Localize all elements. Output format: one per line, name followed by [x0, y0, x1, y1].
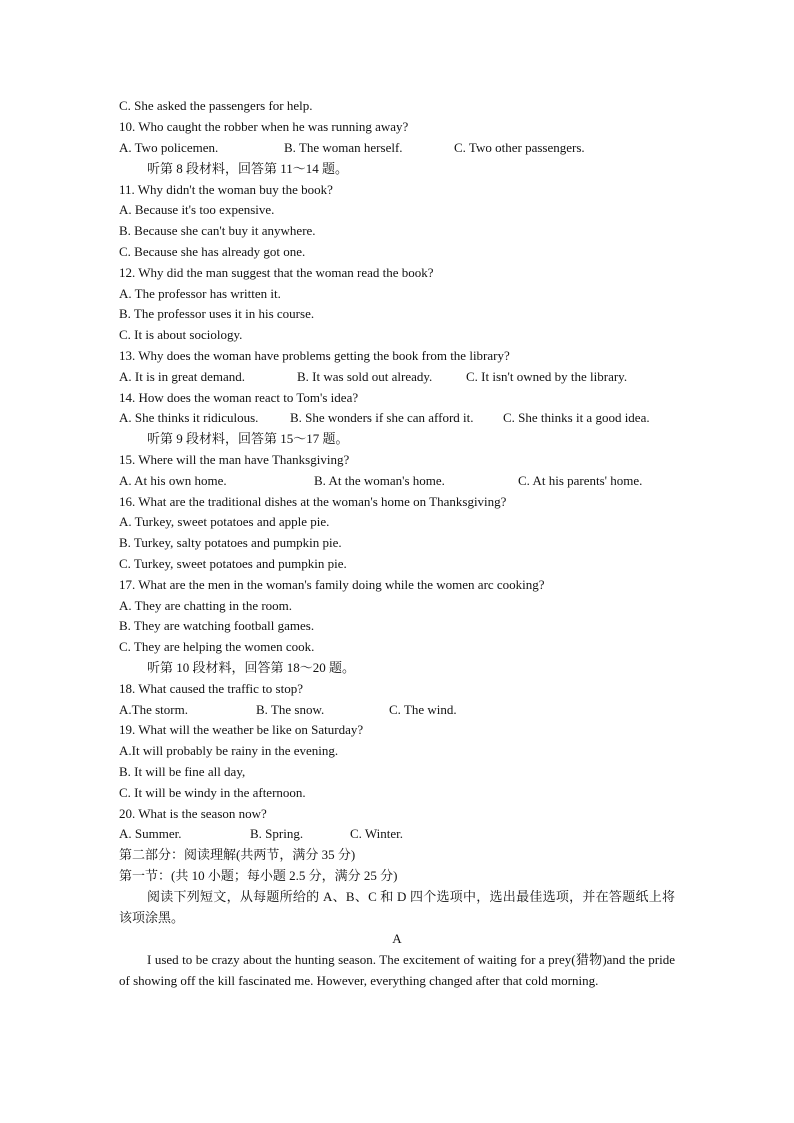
q12-option-c: C. It is about sociology. — [119, 327, 243, 342]
q15-option-c: C. At his parents' home. — [518, 473, 643, 488]
passage-label: A — [392, 931, 402, 946]
question-16: 16. What are the traditional dishes at the woman's home on Thanksgiving? — [119, 494, 507, 509]
q10-option-a: A. Two policemen. — [119, 140, 219, 155]
q16-option-a: A. Turkey, sweet potatoes and apple pie. — [119, 514, 330, 529]
question-20: 20. What is the season now? — [119, 806, 267, 821]
q11-option-b: B. Because she can't buy it anywhere. — [119, 223, 316, 238]
q11-option-c: C. Because she has already got one. — [119, 244, 306, 259]
q14-option-a: A. She thinks it ridiculous. — [119, 410, 259, 425]
q17-option-b: B. They are watching football games. — [119, 618, 315, 633]
q18-option-a: A.The storm. — [119, 702, 188, 717]
question-17: 17. What are the men in the woman's family doing while the women arc cooking? — [119, 577, 545, 592]
question-11: 11. Why didn't the woman buy the book? — [119, 182, 333, 197]
section-9-heading: 听第 9 段材料，回答第 15～17 题。 — [147, 431, 349, 446]
q18-option-c: C. The wind. — [389, 702, 457, 717]
q15-option-a: A. At his own home. — [119, 473, 227, 488]
reading-instructions: 阅读下列短文，从每题所给的 A、B、C 和 D 四个选项中，选出最佳选项，并在答题纸上将该项涂黑。 — [119, 889, 675, 925]
question-10: 10. Who caught the robber when he was running away? — [119, 119, 409, 134]
q13-option-b: B. It was sold out already. — [297, 369, 433, 384]
part-2-heading: 第二部分：阅读理解(共两节，满分 35 分) — [119, 847, 356, 862]
q10-option-b: B. The woman herself. — [284, 140, 403, 155]
q13-option-a: A. It is in great demand. — [119, 369, 245, 384]
q11-option-a: A. Because it's too expensive. — [119, 202, 275, 217]
q16-option-b: B. Turkey, salty potatoes and pumpkin pie. — [119, 535, 342, 550]
q18-option-b: B. The snow. — [256, 702, 325, 717]
question-18: 18. What caused the traffic to stop? — [119, 681, 303, 696]
q14-option-c: C. She thinks it a good idea. — [503, 410, 650, 425]
q17-option-a: A. They are chatting in the room. — [119, 598, 293, 613]
q14-option-b: B. She wonders if she can afford it. — [290, 410, 474, 425]
passage-a-text: I used to be crazy about the hunting season. The excitement of waiting for a prey(猎物)and the pride of showing off the kill fascinated me. However, everything changed after that cold morning. — [119, 952, 675, 988]
q19-option-a: A.It will probably be rainy in the evening. — [119, 743, 339, 758]
question-19: 19. What will the weather be like on Saturday? — [119, 722, 364, 737]
q16-option-c: C. Turkey, sweet potatoes and pumpkin pie. — [119, 556, 347, 571]
q10-option-c: C. Two other passengers. — [454, 140, 585, 155]
question-15: 15. Where will the man have Thanksgiving? — [119, 452, 350, 467]
q17-option-c: C. They are helping the women cook. — [119, 639, 315, 654]
section-10-heading: 听第 10 段材料，回答第 18～20 题。 — [147, 660, 356, 675]
q19-option-b: B. It will be fine all day, — [119, 764, 246, 779]
q15-option-b: B. At the woman's home. — [314, 473, 445, 488]
question-13: 13. Why does the woman have problems getting the book from the library? — [119, 348, 510, 363]
section-8-heading: 听第 8 段材料，回答第 11～14 题。 — [147, 161, 349, 176]
question-14: 14. How does the woman react to Tom's idea? — [119, 390, 359, 405]
q9-option-c: C. She asked the passengers for help. — [119, 98, 313, 113]
q20-option-c: C. Winter. — [350, 826, 404, 841]
q12-option-a: A. The professor has written it. — [119, 286, 281, 301]
q19-option-c: C. It will be windy in the afternoon. — [119, 785, 306, 800]
q20-option-b: B. Spring. — [250, 826, 304, 841]
q12-option-b: B. The professor uses it in his course. — [119, 306, 315, 321]
q13-option-c: C. It isn't owned by the library. — [466, 369, 628, 384]
section-1-heading: 第一节：(共 10 小题；每小题 2.5 分，满分 25 分) — [119, 868, 398, 883]
q20-option-a: A. Summer. — [119, 826, 182, 841]
question-12: 12. Why did the man suggest that the woman read the book? — [119, 265, 434, 280]
